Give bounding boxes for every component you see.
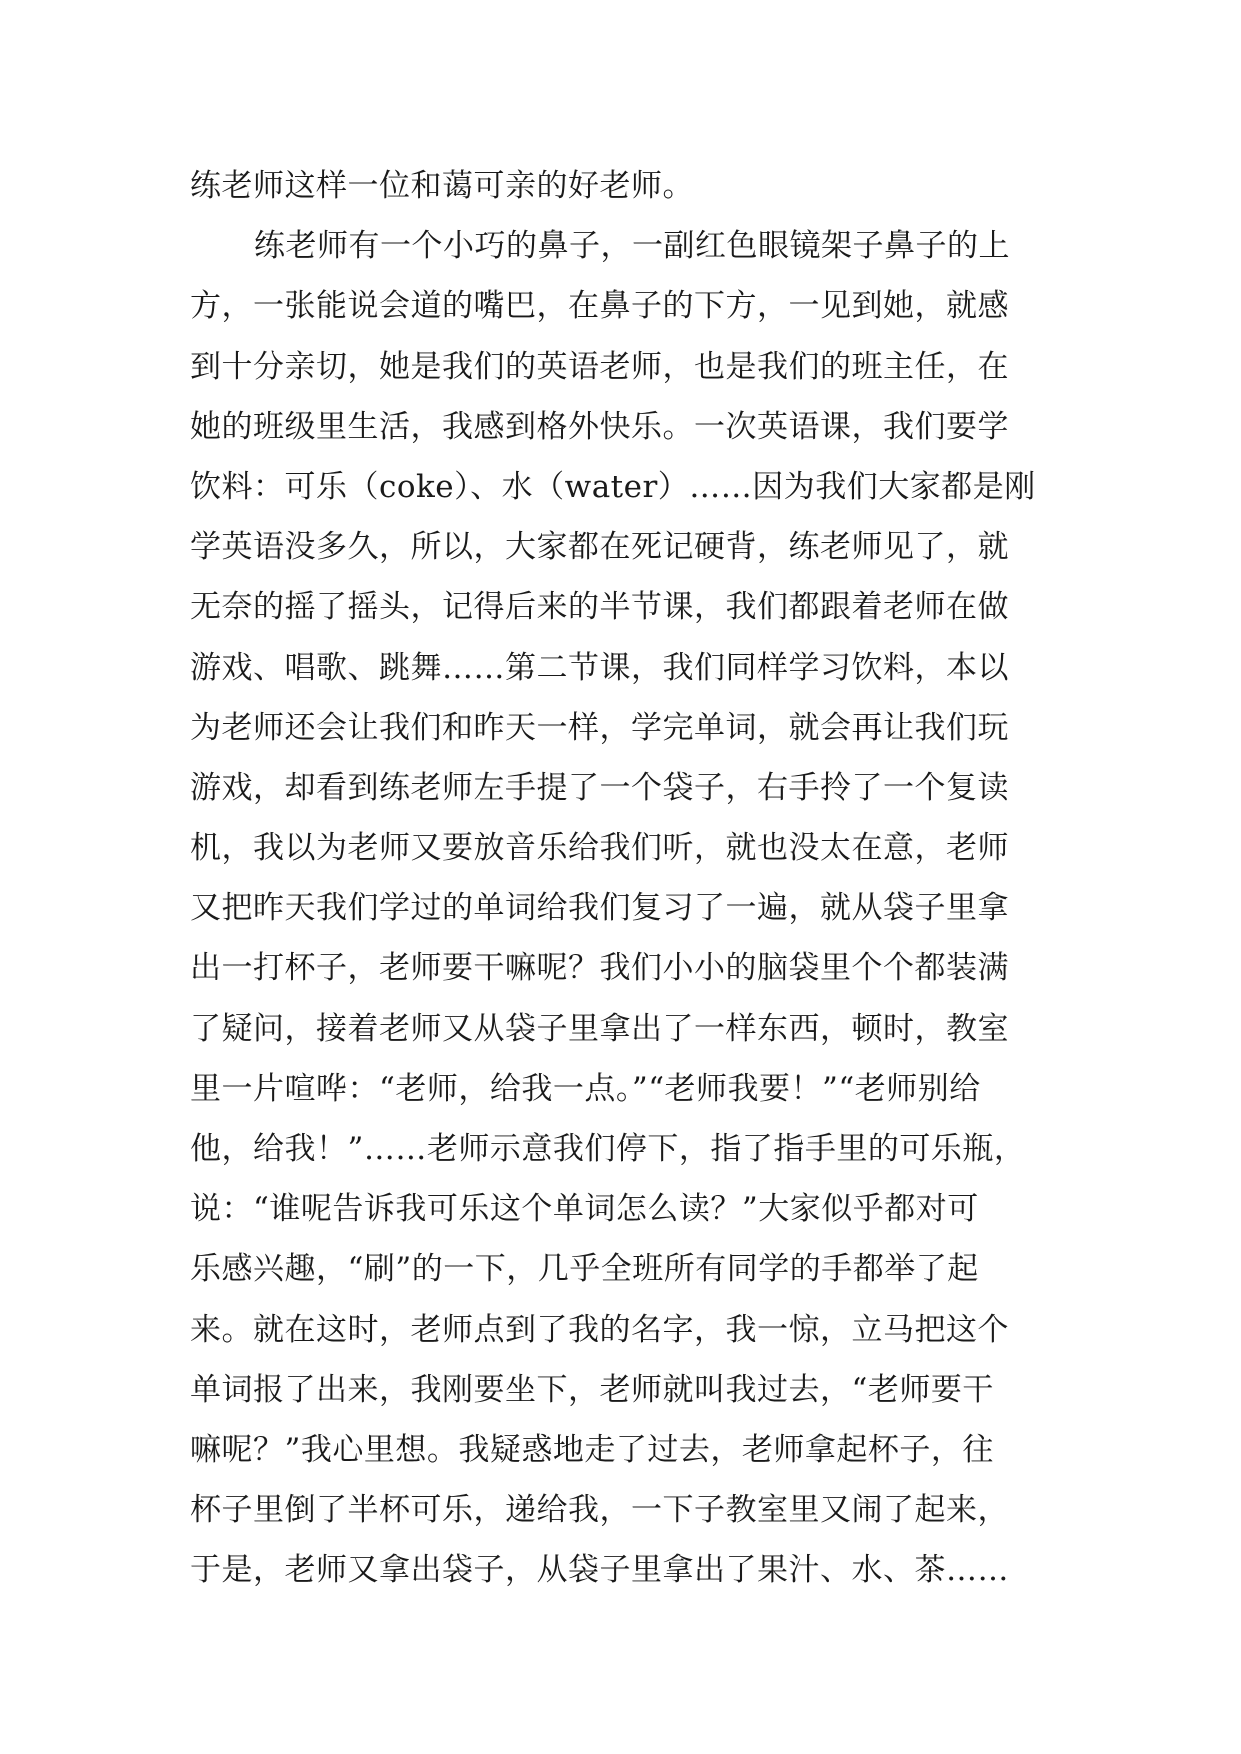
text-line: 里一片喧哗：“老师，给我一点。”“老师我要！”“老师别给 [190,1070,981,1107]
text-line: 为老师还会让我们和昨天一样，学完单词，就会再让我们玩 [190,709,1009,746]
body-text [190,156,1070,1601]
text-line: 了疑问，接着老师又从袋子里拿出了一样东西，顿时，教室 [190,1010,1009,1047]
text-line: 他，给我！”……老师示意我们停下，指了指手里的可乐瓶， [190,1131,1026,1167]
text-line: 练老师这样一位和蔼可亲的好老师。 [190,168,694,204]
text-line: 又把昨天我们学过的单词给我们复习了一遍，就从袋子里拿 [190,890,1009,927]
text-line: 到十分亲切，她是我们的英语老师，也是我们的班主任，在 [190,348,1009,385]
text-line: 嘛呢？”我心里想。我疑惑地走了过去，老师拿起杯子，往 [190,1431,994,1468]
text-line: 出一打杯子，老师要干嘛呢？我们小小的脑袋里个个都装满 [190,950,1009,987]
text-line: 游戏、唱歌、跳舞……第二节课，我们同样学习饮料，本以 [190,649,1009,686]
text-line: 于是，老师又拿出袋子，从袋子里拿出了果汁、水、茶…… [190,1552,1009,1589]
text-line: 方，一张能说会道的嘴巴，在鼻子的下方，一见到她，就感 [190,288,1009,325]
paragraph-first-line: 练老师有一个小巧的鼻子，一副红色眼镜架子鼻子的上 [254,228,1010,265]
text-line: 说：“谁呢告诉我可乐这个单词怎么读？”大家似乎都对可 [190,1191,979,1228]
text-line: 杯子里倒了半杯可乐，递给我，一下子教室里又闹了起来， [190,1492,1009,1529]
text-line: 单词报了出来，我刚要坐下，老师就叫我过去，“老师要干 [190,1371,994,1408]
text-line: 无奈的摇了摇头，记得后来的半节课，我们都跟着老师在做 [190,589,1009,626]
text-line: 学英语没多久，所以，大家都在死记硬背，练老师见了，就 [190,529,1009,566]
text-line: 游戏，却看到练老师左手提了一个袋子，右手拎了一个复读 [190,769,1009,806]
text-line: 机，我以为老师又要放音乐给我们听，就也没太在意，老师 [190,830,1009,867]
text-line: 饮料：可乐（coke）、水（water）……因为我们大家都是刚 [190,468,1036,505]
text-line: 乐感兴趣，“刷”的一下，几乎全班所有同学的手都举了起 [190,1251,979,1288]
text-line: 来。就在这时，老师点到了我的名字，我一惊，立马把这个 [190,1311,1009,1348]
text-line: 她的班级里生活，我感到格外快乐。一次英语课，我们要学 [190,408,1009,445]
